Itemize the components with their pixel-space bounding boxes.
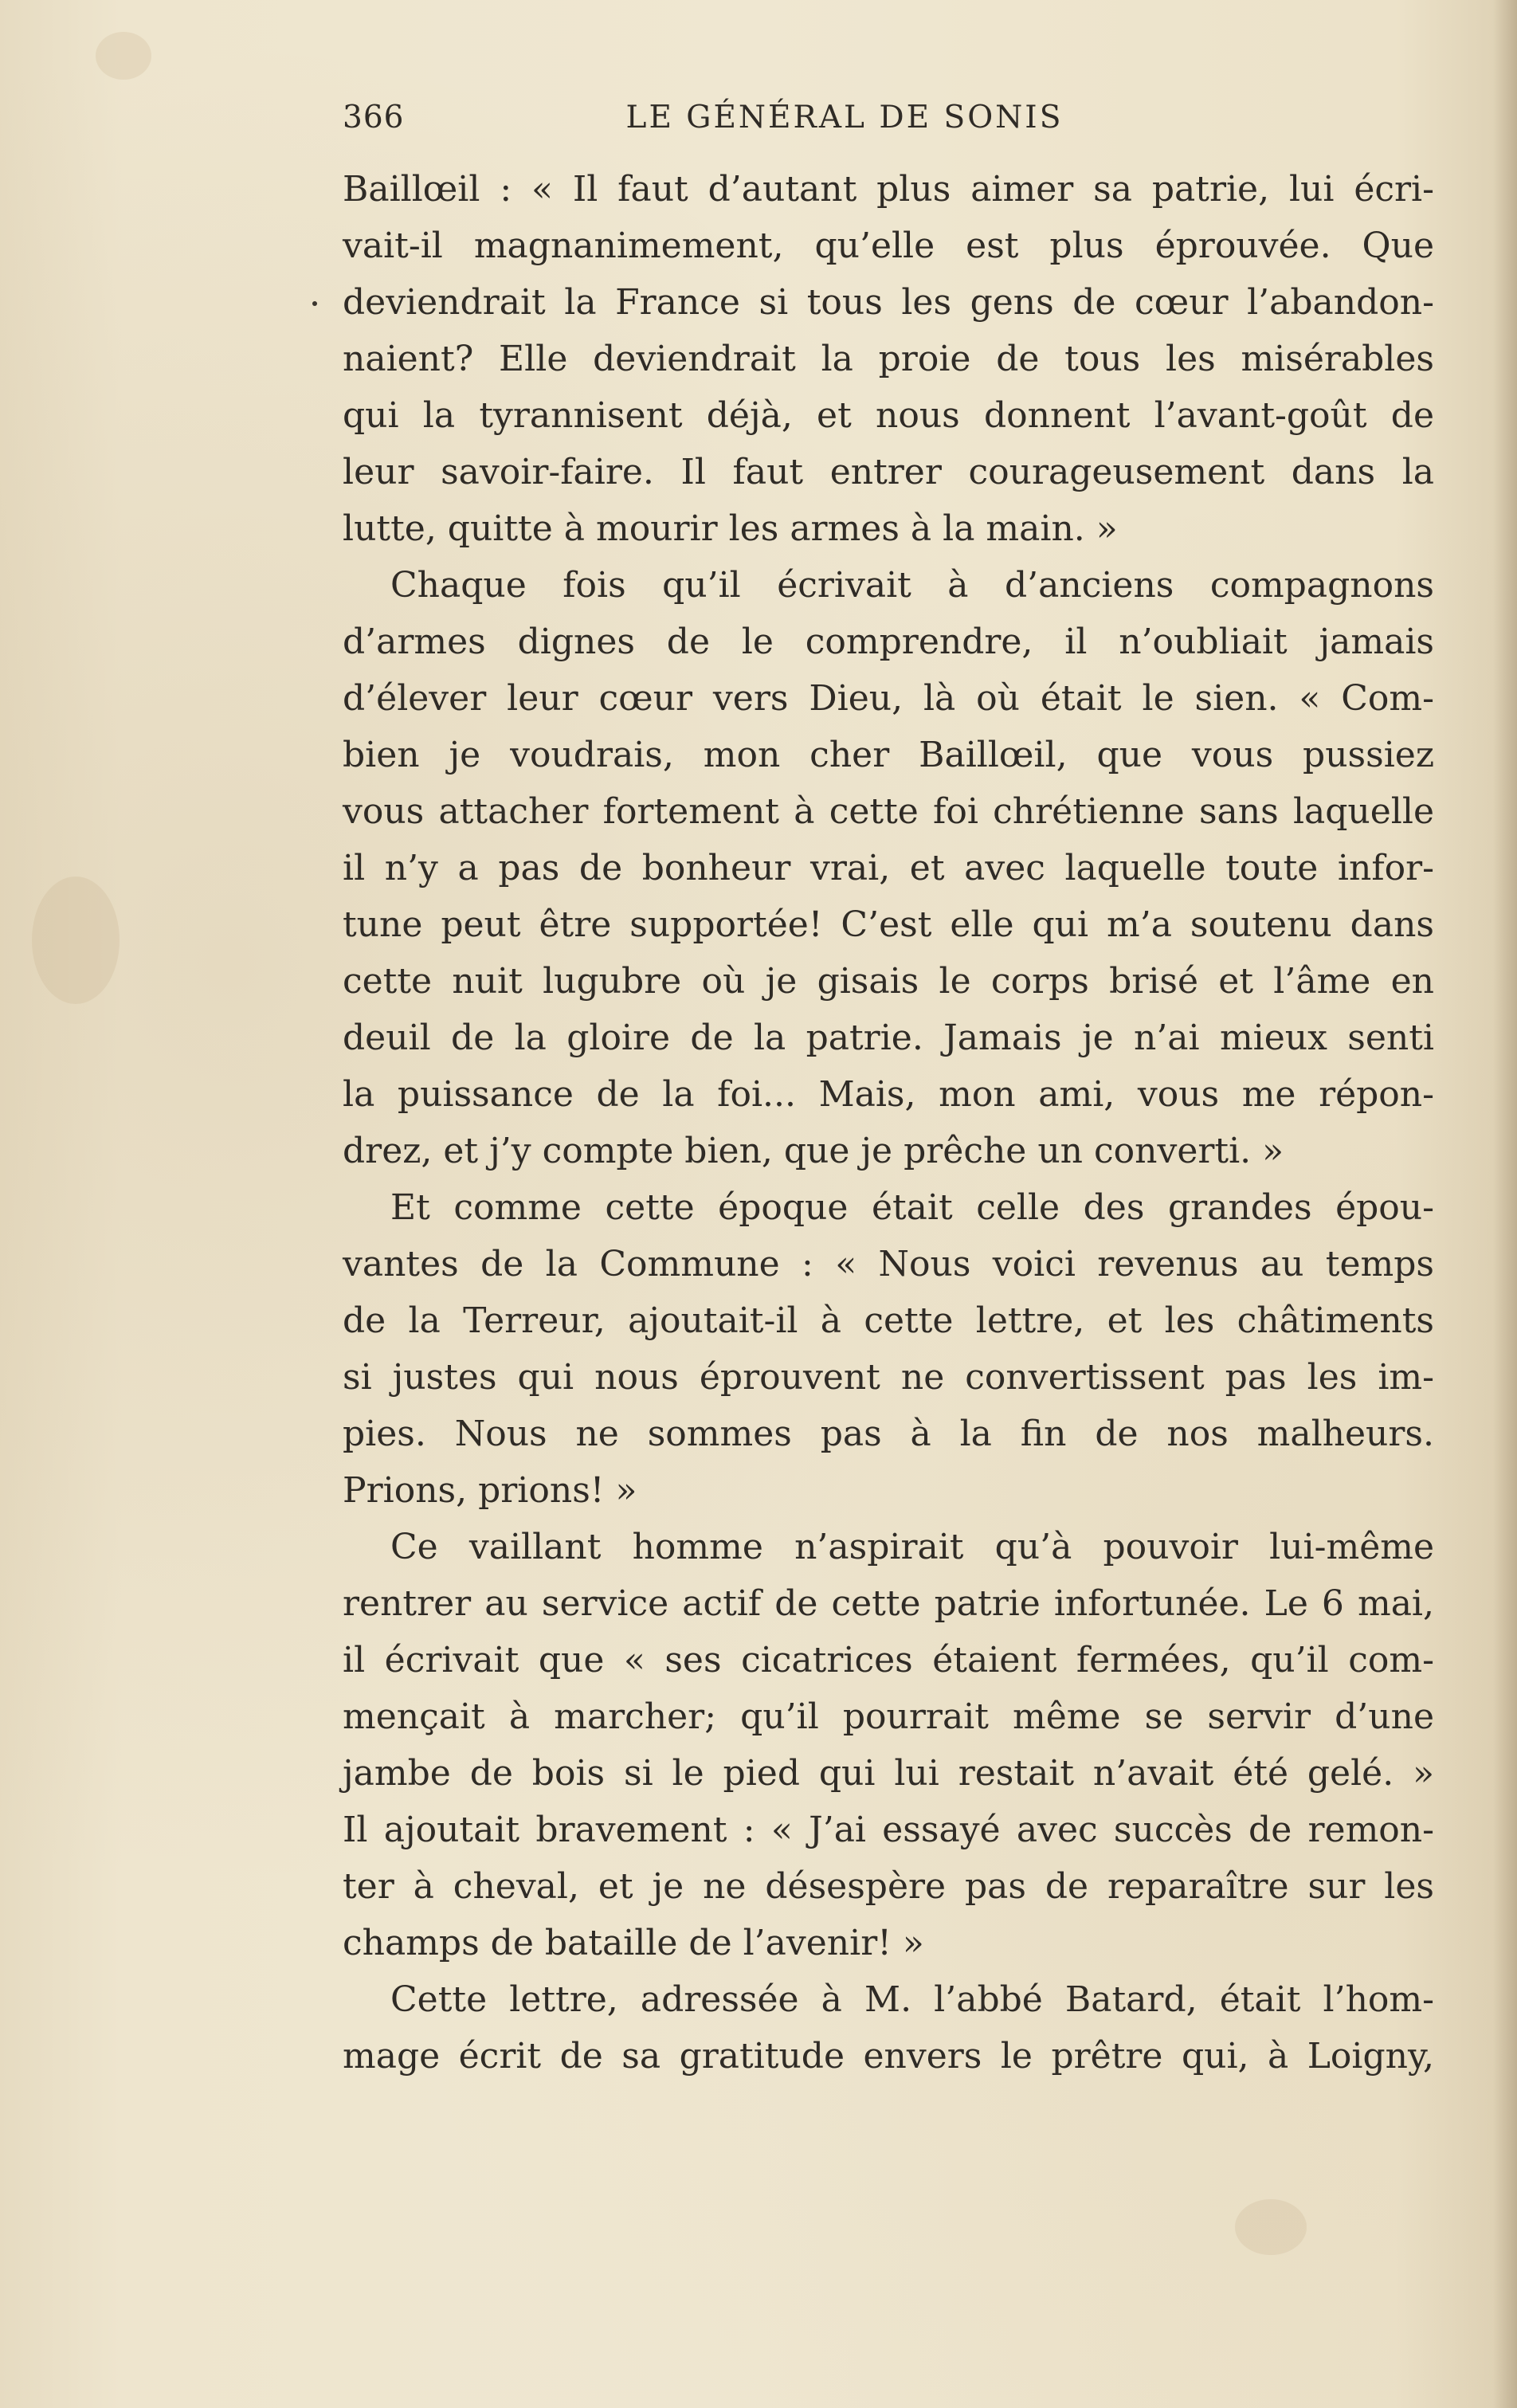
foxing-stain [96,32,151,80]
text-line: vous attacher fortement à cette foi chrétienne sans laquelle [343,791,1434,832]
text-line: il écrivait que « ses cicatrices étaient fermées, qu’il com- [343,1640,1434,1681]
text-line: qui la tyrannisent déjà, et nous donnent l’avant-goût de [343,395,1434,436]
text-line: la puissance de la foi... Mais, mon ami, vous me répon- [343,1074,1434,1115]
text-line: d’élever leur cœur vers Dieu, là où était le sien. « Com- [343,678,1434,719]
text-line: deviendrait la France si tous les gens de cœur l’abandon- [343,282,1434,323]
text-line: il n’y a pas de bonheur vrai, et avec laquelle toute infor- [343,848,1434,888]
running-title: LE GÉNÉRAL DE SONIS [625,100,1064,135]
text-line: Baillœil : « Il faut d’autant plus aimer sa patrie, lui écri- [343,169,1434,210]
text-line: Et comme cette époque était celle des grandes épou- [390,1187,1434,1228]
text-line: leur savoir-faire. Il faut entrer courageusement dans la [343,452,1434,492]
text-line: Prions, prions! » [343,1470,637,1511]
text-line: vait-il magnanimement, qu’elle est plus éprouvée. Que [343,226,1434,266]
page-header [343,100,1442,147]
text-line: rentrer au service actif de cette patrie infortunée. Le 6 mai, [343,1583,1434,1624]
text-line: drez, et j’y compte bien, que je prêche un converti. » [343,1131,1284,1171]
foxing-stain [32,877,120,1004]
body-text [343,161,1434,2084]
text-line: vantes de la Commune : « Nous voici revenus au temps [343,1244,1434,1284]
text-line: mençait à marcher; qu’il pourrait même se servir d’une [343,1696,1434,1737]
text-line: Ce vaillant homme n’aspirait qu’à pouvoir lui-même [390,1527,1434,1567]
text-line: lutte, quitte à mourir les armes à la main. » [343,508,1118,549]
margin-mark [312,301,317,306]
text-line: deuil de la gloire de la patrie. Jamais je n’ai mieux senti [343,1018,1434,1058]
text-line: pies. Nous ne sommes pas à la fin de nos malheurs. [343,1414,1434,1454]
page-edge-shadow [1493,0,1517,2408]
text-line: tune peut être supportée! C’est elle qui m’a soutenu dans [343,904,1434,945]
text-line: Il ajoutait bravement : « J’ai essayé avec succès de remon- [343,1810,1434,1850]
text-line: Cette lettre, adressée à M. l’abbé Batard, était l’hom- [390,1979,1434,2020]
text-line: d’armes dignes de le comprendre, il n’oubliait jamais [343,622,1434,662]
text-line: jambe de bois si le pied qui lui restait n’avait été gelé. » [343,1753,1434,1794]
text-line: si justes qui nous éprouvent ne convertissent pas les im- [343,1357,1434,1398]
text-line: bien je voudrais, mon cher Baillœil, que vous pussiez [343,735,1434,775]
text-line: de la Terreur, ajoutait-il à cette lettre, et les châtiments [343,1300,1434,1341]
text-line: cette nuit lugubre où je gisais le corps brisé et l’âme en [343,961,1434,1002]
text-line: champs de bataille de l’avenir! » [343,1923,924,1963]
text-line: mage écrit de sa gratitude envers le prêtre qui, à Loigny, [343,2036,1434,2077]
text-line: naient? Elle deviendrait la proie de tous les misérables [343,339,1434,379]
foxing-stain [1235,2199,1307,2255]
page-number: 366 [343,100,405,135]
text-line: ter à cheval, et je ne désespère pas de reparaître sur les [343,1866,1434,1907]
text-line: Chaque fois qu’il écrivait à d’anciens compagnons [390,565,1434,606]
